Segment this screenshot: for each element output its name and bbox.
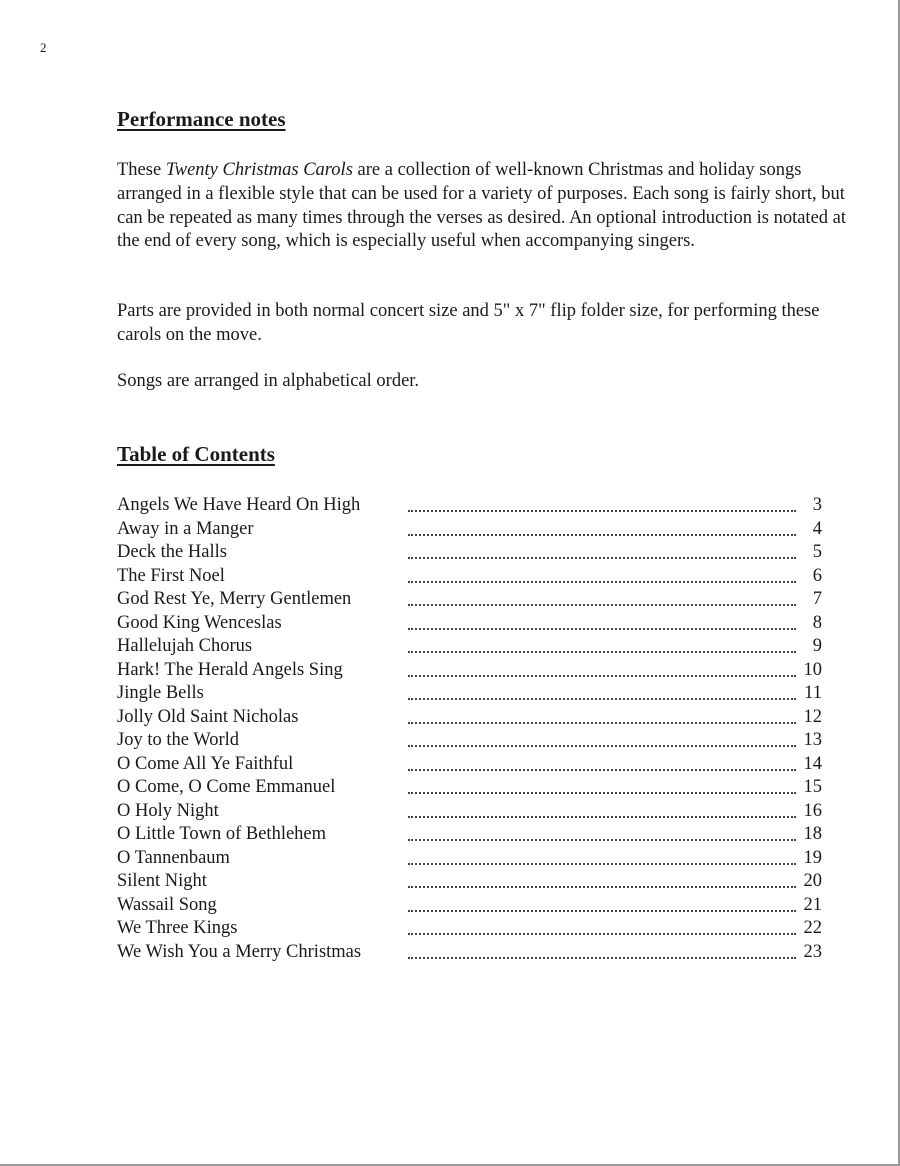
toc-entry <box>117 823 822 847</box>
toc-entry <box>117 565 822 589</box>
toc-dot-leader <box>408 651 796 653</box>
toc-entry-title: O Tannenbaum <box>117 847 230 868</box>
toc-entry-page: 22 <box>803 918 822 938</box>
toc-entry-page: 8 <box>812 612 822 633</box>
toc-entry <box>117 753 822 777</box>
toc-entry <box>117 682 822 706</box>
toc-entry <box>117 870 822 894</box>
toc-entry-title: Hallelujah Chorus <box>117 636 253 656</box>
toc-entry-title: O Come, O Come Emmanuel <box>117 777 336 797</box>
toc-entry-title: O Holy Night <box>117 800 219 821</box>
toc-entry-page: 15 <box>803 777 822 797</box>
toc-entry <box>117 776 822 800</box>
toc-entry-page: 14 <box>803 753 822 774</box>
table-of-contents-list <box>117 494 822 964</box>
toc-entry-page: 21 <box>803 894 822 915</box>
toc-dot-leader <box>408 557 796 559</box>
toc-entry-page: 13 <box>803 730 822 750</box>
toc-entry-page: 23 <box>803 941 822 962</box>
toc-entry <box>117 847 822 871</box>
toc-entry-title: God Rest Ye, Merry Gentlemen <box>117 589 352 609</box>
toc-dot-leader <box>408 722 796 724</box>
toc-entry <box>117 800 822 824</box>
performance-notes-heading: Performance notes <box>117 107 286 131</box>
toc-entry-title: Hark! The Herald Angels Sing <box>117 659 343 680</box>
toc-entry-title: O Little Town of Bethlehem <box>117 824 327 844</box>
paragraph-1-prefix: These <box>117 160 166 180</box>
performance-notes-paragraph-3: Songs are arranged in alphabetical order. <box>117 371 420 391</box>
toc-entry-page: 18 <box>803 824 822 844</box>
toc-entry <box>117 588 822 612</box>
toc-dot-leader <box>408 534 796 536</box>
toc-dot-leader <box>408 769 796 771</box>
toc-entry <box>117 541 822 565</box>
toc-entry <box>117 917 822 941</box>
toc-dot-leader <box>408 698 796 700</box>
toc-entry-page: 16 <box>803 800 822 821</box>
toc-entry-page: 5 <box>812 542 822 562</box>
toc-entry-title: Good King Wenceslas <box>117 612 282 633</box>
toc-entry <box>117 494 822 518</box>
toc-entry-page: 3 <box>812 495 822 515</box>
toc-entry-title: Deck the Halls <box>117 542 227 562</box>
toc-dot-leader <box>408 957 796 959</box>
table-of-contents-heading: Table of Contents <box>117 442 275 466</box>
toc-entry-page: 4 <box>812 518 822 539</box>
toc-dot-leader <box>408 910 796 912</box>
toc-entry-title: Joy to the World <box>117 730 240 750</box>
collection-title: Twenty Christmas Carols <box>165 160 353 180</box>
toc-entry <box>117 518 822 542</box>
toc-entry <box>117 941 822 965</box>
toc-dot-leader <box>408 628 796 630</box>
toc-dot-leader <box>408 886 796 888</box>
toc-entry-title: Silent Night <box>117 871 207 891</box>
toc-entry-title: Jolly Old Saint Nicholas <box>117 706 299 727</box>
toc-entry-title: Jingle Bells <box>117 683 204 703</box>
toc-dot-leader <box>408 581 796 583</box>
toc-entry-page: 9 <box>812 636 822 656</box>
toc-entry-title: Angels We Have Heard On High <box>117 495 361 515</box>
toc-dot-leader <box>408 792 796 794</box>
toc-entry-page: 6 <box>812 565 822 586</box>
toc-entry-title: We Wish You a Merry Christmas <box>117 941 362 962</box>
toc-entry-title: Away in a Manger <box>117 518 254 539</box>
toc-dot-leader <box>408 604 796 606</box>
toc-entry <box>117 659 822 683</box>
toc-entry <box>117 894 822 918</box>
toc-entry-title: O Come All Ye Faithful <box>117 753 294 774</box>
toc-entry-title: The First Noel <box>117 565 225 586</box>
toc-dot-leader <box>408 675 796 677</box>
toc-entry-page: 20 <box>803 871 822 891</box>
performance-notes-paragraph-1 <box>117 159 857 254</box>
toc-entry <box>117 612 822 636</box>
toc-entry-page: 19 <box>803 847 822 868</box>
toc-dot-leader <box>408 839 796 841</box>
toc-entry-page: 12 <box>803 706 822 727</box>
toc-entry <box>117 635 822 659</box>
toc-entry-page: 10 <box>803 659 822 680</box>
toc-dot-leader <box>408 933 796 935</box>
toc-dot-leader <box>408 863 796 865</box>
toc-dot-leader <box>408 745 796 747</box>
page-number: 2 <box>40 40 47 55</box>
toc-entry-title: Wassail Song <box>117 894 217 915</box>
toc-entry <box>117 706 822 730</box>
performance-notes-paragraph-2: Parts are provided in both normal concert size and 5" x 7" flip folder size, for performing these carols on the move. <box>117 301 820 345</box>
toc-entry-title: We Three Kings <box>117 918 238 938</box>
toc-entry-page: 11 <box>804 683 822 703</box>
toc-entry-page: 7 <box>812 589 822 609</box>
toc-entry <box>117 729 822 753</box>
toc-dot-leader <box>408 816 796 818</box>
paragraph-1-body: are a collection of well-known Christmas and holiday songs arranged in a flexible style that can be used for a variety of purposes. Each song is fairly short, but can be repeated as many times through the verses as desired. An optional introduction is notated at the end of every song, which is especially useful when accompanying singers. <box>117 160 847 252</box>
toc-dot-leader <box>408 510 796 512</box>
